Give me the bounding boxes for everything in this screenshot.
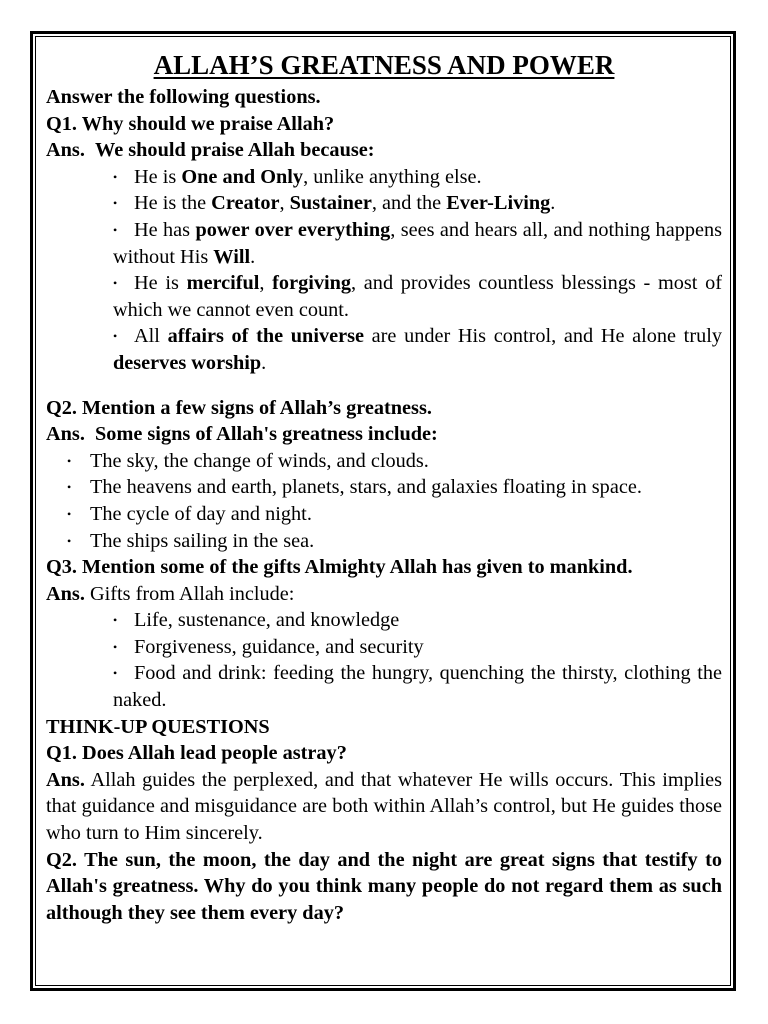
list-item: • He has power over everything, sees and hears all, and nothing happens without His Will. (46, 217, 722, 270)
q1-answer-intro (46, 137, 722, 164)
think-up-q1-question: Q1. Does Allah lead people astray? (46, 742, 347, 765)
q3-points-list (46, 607, 722, 713)
think-up-heading: THINK-UP QUESTIONS (46, 715, 270, 738)
list-item: • All affairs of the universe are under His control, and He alone truly deserves worship. (46, 323, 722, 376)
think-up-q1-ans-text: Allah guides the perplexed, and that whatever He wills occurs. This implies that guidance and misguidance are both within Allah’s control, but He guides those who turn to Him sincerely. (46, 768, 722, 845)
q1-ans-text: We should praise Allah because: (95, 139, 375, 162)
instruction: Answer the following questions. (46, 86, 321, 108)
think-up-q2-question: Q2. The sun, the moon, the day and the night are great signs that testify to Allah's greatness. Why do you think many people do not regard them as such although they see them every day? (46, 848, 722, 924)
list-item: • The ships sailing in the sea. (46, 528, 722, 555)
list-item: • He is the Creator, Sustainer, and the Ever-Living. (46, 190, 722, 217)
q3-answer-intro (46, 581, 722, 608)
list-item: • He is One and Only, unlike anything else. (46, 164, 722, 191)
list-item: • Forgiveness, guidance, and security (46, 634, 722, 661)
list-item: • The sky, the change of winds, and clouds. (46, 448, 722, 475)
spacer (46, 377, 722, 395)
list-item: • The heavens and earth, planets, stars, and galaxies floating in space. (46, 474, 722, 501)
q1-question: Q1. Why should we praise Allah? (46, 112, 335, 135)
list-item: • Food and drink: feeding the hungry, quenching the thirsty, clothing the naked. (46, 660, 722, 713)
list-item: • Life, sustenance, and knowledge (46, 607, 722, 634)
page-title: ALLAH’S GREATNESS AND POWER (153, 50, 615, 80)
q2-answer-intro (46, 421, 722, 448)
q1-ans-label: Ans. (46, 139, 85, 162)
q2-ans-label: Ans. (46, 423, 85, 446)
q3-ans-label: Ans. (46, 582, 85, 605)
q3-question: Q3. Mention some of the gifts Almighty Allah has given to mankind. (46, 556, 633, 579)
worksheet-content (46, 48, 722, 926)
q2-points-list (46, 448, 722, 554)
think-up-q1-answer (46, 767, 722, 847)
q2-question: Q2. Mention a few signs of Allah’s greatness. (46, 396, 432, 419)
list-item: • The cycle of day and night. (46, 501, 722, 528)
think-up-q1-ans-label: Ans. (46, 768, 85, 791)
list-item: • He is merciful, forgiving, and provides countless blessings - most of which we cannot even count. (46, 270, 722, 323)
q1-points-list (46, 164, 722, 377)
q2-ans-text: Some signs of Allah's greatness include: (95, 423, 438, 446)
q3-ans-text: Gifts from Allah include: (89, 582, 295, 605)
